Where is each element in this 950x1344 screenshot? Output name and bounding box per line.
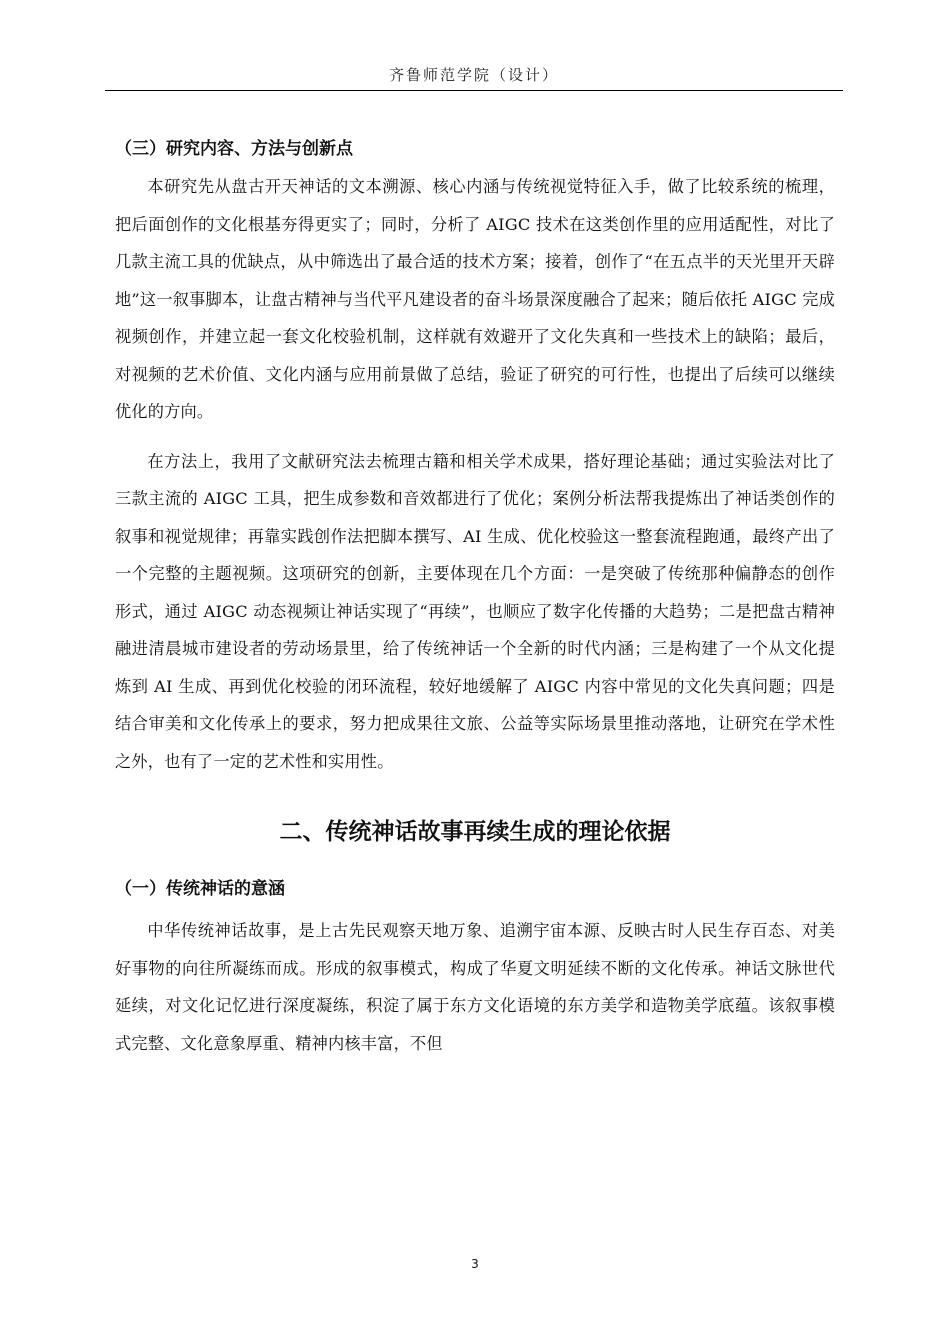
paragraph-methods-innovation: 在方法上，我用了文献研究法去梳理古籍和相关学术成果，搭好理论基础；通过实验法对比了三款主流的 AIGC 工具，把生成参数和音效都进行了优化；案例分析法帮我提炼出了神话类创作的叙事和视觉规律；再靠实践创作法把脚本撰写、AI 生成、优化校验这一整套流程跑通，最终产出了一个完整的主题视频。这项研究的创新，主要体现在几个方面：一是突破了传统那种偏静态的创作形式，通过 AIGC 动态视频让神话实现了“再续”，也顺应了数字化传播的大趋势；二是把盘古精神融进清晨城市建设者的劳动场景里，给了传统神话一个全新的时代内涵；三是构建了一个从文化提炼到 AI 生成、再到优化校验的闭环流程，较好地缓解了 AIGC 内容中常见的文化失真问题；四是结合审美和文化传承上的要求，努力把成果往文旅、公益等实际场景里推动落地，让研究在学术性之外，也有了一定的艺术性和实用性。: [115, 451, 835, 771]
paragraph-research-overview: 本研究先从盘古开天神话的文本溯源、核心内涵与传统视觉特征入手，做了比较系统的梳理，把后面创作的文化根基夯得更实了；同时，分析了 AIGC 技术在这类创作里的应用适配性，对比了几款主流工具的优缺点，从中筛选出了最合适的技术方案；接着，创作了“在五点半的天光里开天辟地”这一叙事脚本，让盘古精神与当代平凡建设者的奋斗场景深度融合了起来；随后依托 AIGC 完成视频创作，并建立起一套文化校验机制，这样就有效避开了文化失真和一些技术上的缺陷；最后，对视频的艺术价值、文化内涵与应用前景做了总结，验证了研究的可行性，也提出了后续可以继续优化的方向。: [115, 177, 835, 421]
section-heading-research-content: （三）研究内容、方法与创新点: [115, 139, 353, 159]
paragraph-myth-meaning: 中华传统神话故事，是上古先民观察天地万象、追溯宇宙本源、反映古时人民生存百态、对美好事物的向往所凝练而成。形成的叙事模式，构成了华夏文明延续不断的文化传承。神话文脉世代延续，对文化记忆进行深度凝练，积淀了属于东方文化语境的东方美学和造物美学底蕴。该叙事模式完整、文化意象厚重、精神内核丰富，不但: [115, 921, 835, 1053]
page-content: [115, 132, 835, 1062]
page-number: 3: [471, 1257, 479, 1271]
section-heading-myth-meaning: （一）传统神话的意涵: [115, 879, 285, 899]
running-header: 齐鲁师范学院（设计）: [388, 66, 559, 84]
chapter-heading: 二、传统神话故事再续生成的理论依据: [279, 819, 671, 845]
header-rule: [105, 90, 843, 91]
